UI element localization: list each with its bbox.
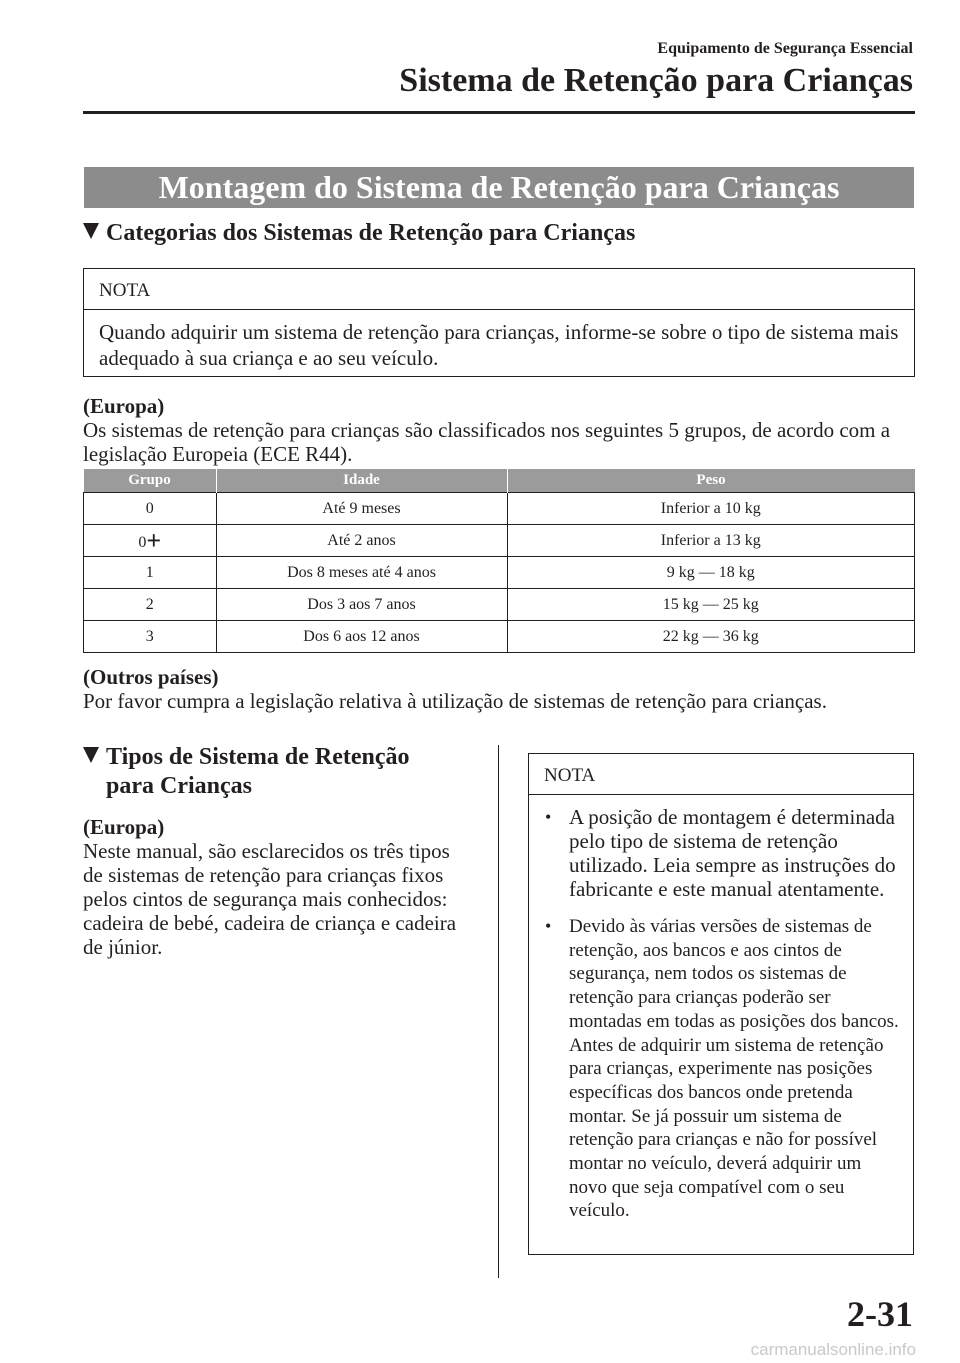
others-text: Por favor cumpra a legislação relativa à utilização de sistemas de retenção para crianças.: [83, 689, 827, 713]
bullet-text: A posição de montagem é determinada pelo tipo de sistema de retenção utilizado. Leia sempre as instruções do fabricante e este manual atentamente.: [569, 805, 896, 901]
plus-icon: +: [146, 525, 162, 555]
list-item: [545, 805, 901, 901]
table-cell: Inferior a 10 kg: [507, 493, 915, 525]
types-europe-label: (Europa): [83, 815, 165, 839]
triangle-down-icon: [83, 747, 99, 763]
column-divider: [498, 745, 499, 1278]
table-cell: 1: [84, 557, 217, 589]
table-row: [84, 525, 915, 557]
table-cell: Dos 8 meses até 4 anos: [216, 557, 507, 589]
nota-text: Quando adquirir um sistema de retenção para crianças, informe-se sobre o tipo de sistema mais adequado à sua criança e ao seu veículo.: [99, 320, 899, 370]
others-label: (Outros países): [83, 665, 219, 689]
bullet-icon: •: [545, 916, 552, 936]
table-row: [84, 557, 915, 589]
table-cell: 22 kg — 36 kg: [507, 621, 915, 653]
table-cell: Até 9 meses: [216, 493, 507, 525]
types-heading: [83, 743, 473, 801]
nota-label: NOTA: [84, 269, 914, 310]
watermark: carmanualsonline.info: [750, 1340, 916, 1359]
table-cell: Dos 6 aos 12 anos: [216, 621, 507, 653]
types-text: Neste manual, são esclarecidos os três tipos de sistemas de retenção para crianças fixos pelos cintos de segurança mais conhecidos: cadeira de bebé, cadeira de criança e cadeira de júnior.: [83, 839, 457, 959]
nota-box: [83, 268, 915, 377]
triangle-down-icon: [83, 223, 99, 239]
column-header: Peso: [507, 469, 915, 493]
types-heading-line2: para Crianças: [106, 773, 252, 799]
table-cell: [84, 525, 217, 557]
table-row: [84, 589, 915, 621]
page-number: 2-31: [847, 1294, 913, 1334]
bullet-icon: •: [545, 807, 552, 827]
categories-heading-text: Categorias dos Sistemas de Retenção para Crianças: [106, 220, 636, 246]
column-header: Idade: [216, 469, 507, 493]
table-cell: 9 kg — 18 kg: [507, 557, 915, 589]
nota-label: NOTA: [529, 754, 913, 795]
table-cell: Até 2 anos: [216, 525, 507, 557]
list-item: [545, 915, 901, 1223]
header-title: Sistema de Retenção para Crianças: [399, 62, 913, 99]
column-header: Grupo: [84, 469, 217, 493]
table-row: [84, 493, 915, 525]
categories-heading: [83, 219, 635, 248]
groups-table: [83, 469, 915, 653]
nota-box: [528, 753, 914, 1255]
table-cell-text: 0: [138, 533, 147, 551]
table-cell: Dos 3 aos 7 anos: [216, 589, 507, 621]
types-heading-line1: Tipos de Sistema de Retenção: [106, 744, 410, 770]
header-rule: [83, 111, 915, 114]
table-cell: Inferior a 13 kg: [507, 525, 915, 557]
table-cell: 15 kg — 25 kg: [507, 589, 915, 621]
europe-text: Os sistemas de retenção para crianças são classificados nos seguintes 5 grupos, de acordo com a legislação Europeia (ECE R44).: [83, 418, 891, 466]
table-header-row: [84, 469, 915, 493]
table-cell: 2: [84, 589, 217, 621]
bullet-text: Devido às várias versões de sistemas de retenção, aos bancos e aos cintos de segurança, nem todos os sistemas de retenção para crianças poderão ser montadas em todas as posições dos bancos. Antes de adquirir um sistema de retenção para crianças, experimente nas posições específicas dos bancos onde pretenda montar. Se já possuir um sistema de retenção para crianças e não for possível montar no veículo, deverá adquirir um novo que seja compatível com o seu veículo.: [569, 916, 899, 1222]
table-cell: 3: [84, 621, 217, 653]
table-cell: 0: [84, 493, 217, 525]
section-banner: Montagem do Sistema de Retenção para Crianças: [84, 167, 914, 208]
header-section: Equipamento de Segurança Essencial: [657, 40, 913, 57]
table-row: [84, 621, 915, 653]
europe-label: (Europa): [83, 394, 165, 418]
